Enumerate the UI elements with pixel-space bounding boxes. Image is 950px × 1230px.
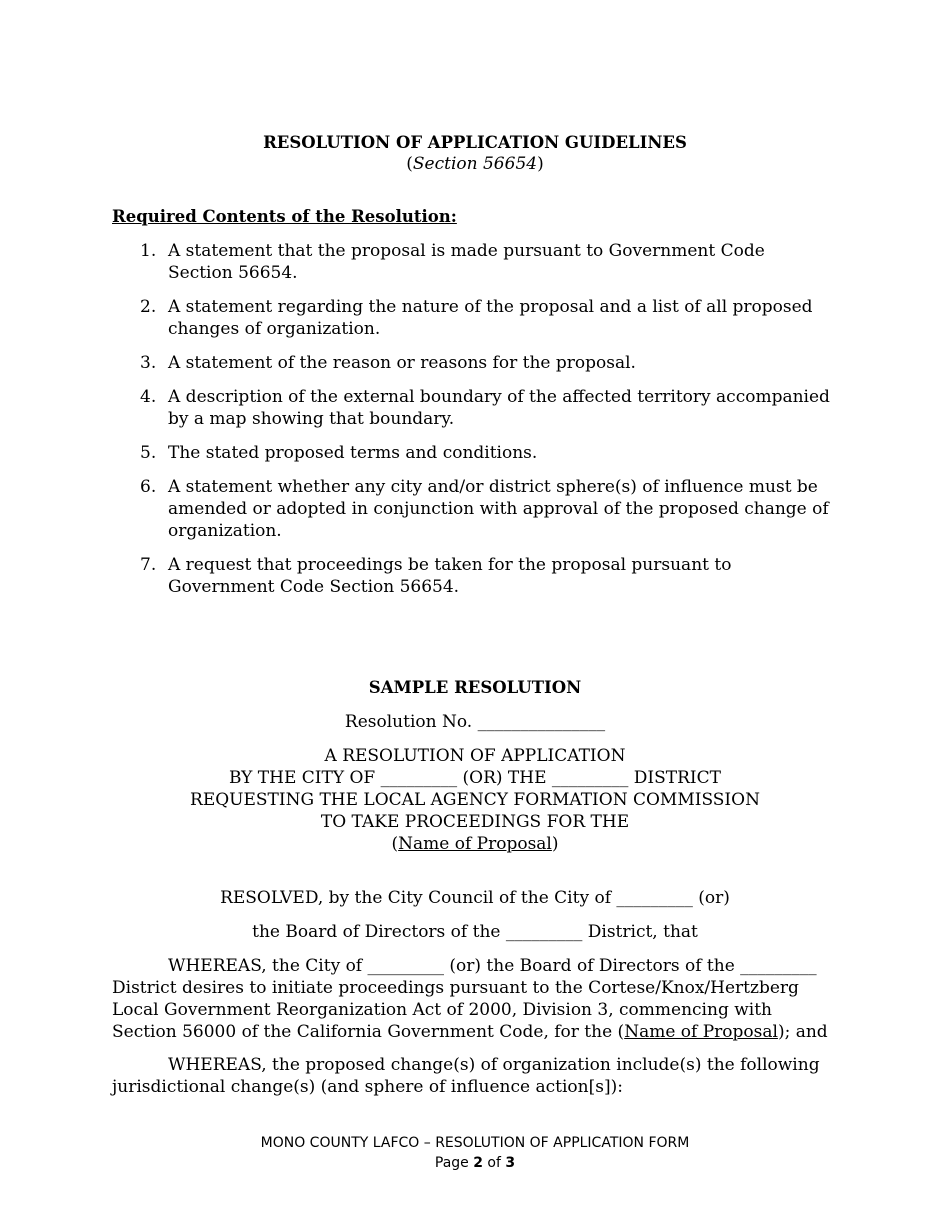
whereas-paragraph-2: WHEREAS, the proposed change(s) of organization include(s) the following jurisdictional change(s) (and sphere of influence action[s]): bbox=[112, 1055, 820, 1097]
list-item bbox=[112, 554, 832, 598]
page-total: 3 bbox=[505, 1155, 516, 1171]
list-item-text: A statement regarding the nature of the proposal and a list of all proposed changes of organization. bbox=[168, 297, 813, 339]
list-item-number: 3. bbox=[140, 353, 157, 373]
paren-open: ( bbox=[391, 834, 399, 854]
list-item-text: A statement that the proposal is made pursuant to Government Code Section 56654. bbox=[168, 241, 765, 283]
required-contents-list bbox=[112, 240, 832, 610]
page-current: 2 bbox=[473, 1155, 483, 1171]
resolution-heading-line: REQUESTING THE LOCAL AGENCY FORMATION COMMISSION bbox=[190, 790, 760, 810]
resolution-heading bbox=[0, 745, 950, 855]
section-reference: Section 56654 bbox=[412, 154, 538, 174]
paren-close: ) bbox=[551, 834, 559, 854]
list-item-text: A description of the external boundary of the affected territory accompanied by a map showing that boundary. bbox=[168, 387, 830, 429]
list-item-text: The stated proposed terms and conditions. bbox=[168, 443, 538, 463]
whereas-1-end: ); and bbox=[777, 1022, 828, 1042]
whereas-1-name-of-proposal: Name of Proposal bbox=[624, 1022, 778, 1042]
sample-resolution-title: SAMPLE RESOLUTION bbox=[368, 678, 582, 697]
list-item-text: A statement of the reason or reasons for the proposal. bbox=[168, 353, 636, 373]
footer-title: MONO COUNTY LAFCO – RESOLUTION OF APPLICATION FORM bbox=[260, 1135, 690, 1151]
list-item-text: A request that proceedings be taken for the proposal pursuant to Government Code Section 56654. bbox=[168, 555, 732, 597]
resolved-line: RESOLVED, by the City Council of the City of _________ (or) bbox=[220, 888, 730, 908]
list-item-number: 6. bbox=[140, 477, 157, 497]
list-item bbox=[112, 296, 832, 340]
list-item bbox=[112, 352, 832, 374]
list-item bbox=[112, 386, 832, 430]
list-item bbox=[112, 442, 832, 464]
resolution-heading-line: BY THE CITY OF _________ (OR) THE _________ DISTRICT bbox=[228, 768, 721, 788]
guidelines-title: RESOLUTION OF APPLICATION GUIDELINES bbox=[263, 133, 687, 152]
guidelines-subtitle bbox=[0, 153, 950, 175]
whereas-1-text: WHEREAS, the City of _________ (or) the Board of Directors of the _________ District desires to initiate proceedings pursuant to the Cortese/Knox/Hertzberg Local Government Reorganization Act of 2000, Division 3, commencing with Section 56000 of the California Government Code, for the ( bbox=[112, 956, 817, 1042]
subtitle-open: ( bbox=[406, 154, 413, 174]
list-item-number: 1. bbox=[140, 241, 157, 261]
page-number bbox=[0, 1153, 950, 1173]
list-item-number: 2. bbox=[140, 297, 157, 317]
subtitle-close: ) bbox=[537, 154, 544, 174]
page-mid: of bbox=[482, 1155, 506, 1171]
list-item-text: A statement whether any city and/or district sphere(s) of influence must be amended or adopted in conjunction with approval of the proposed change of organization. bbox=[168, 477, 829, 541]
resolution-heading-line: A RESOLUTION OF APPLICATION bbox=[324, 746, 626, 766]
page-footer bbox=[0, 1133, 950, 1173]
list-item bbox=[112, 476, 832, 542]
list-item bbox=[112, 240, 832, 284]
resolution-number-line: Resolution No. _______________ bbox=[344, 712, 606, 732]
list-item-number: 4. bbox=[140, 387, 157, 407]
name-of-proposal: Name of Proposal bbox=[398, 834, 552, 854]
proposal-name-line bbox=[0, 833, 950, 855]
resolution-heading-line: TO TAKE PROCEEDINGS FOR THE bbox=[320, 812, 630, 832]
board-line: the Board of Directors of the _________ District, that bbox=[252, 922, 698, 942]
required-contents-heading: Required Contents of the Resolution: bbox=[112, 207, 457, 226]
list-item-number: 7. bbox=[140, 555, 157, 575]
whereas-paragraph-1 bbox=[112, 955, 832, 1043]
page-prefix: Page bbox=[434, 1155, 474, 1171]
list-item-number: 5. bbox=[140, 443, 157, 463]
